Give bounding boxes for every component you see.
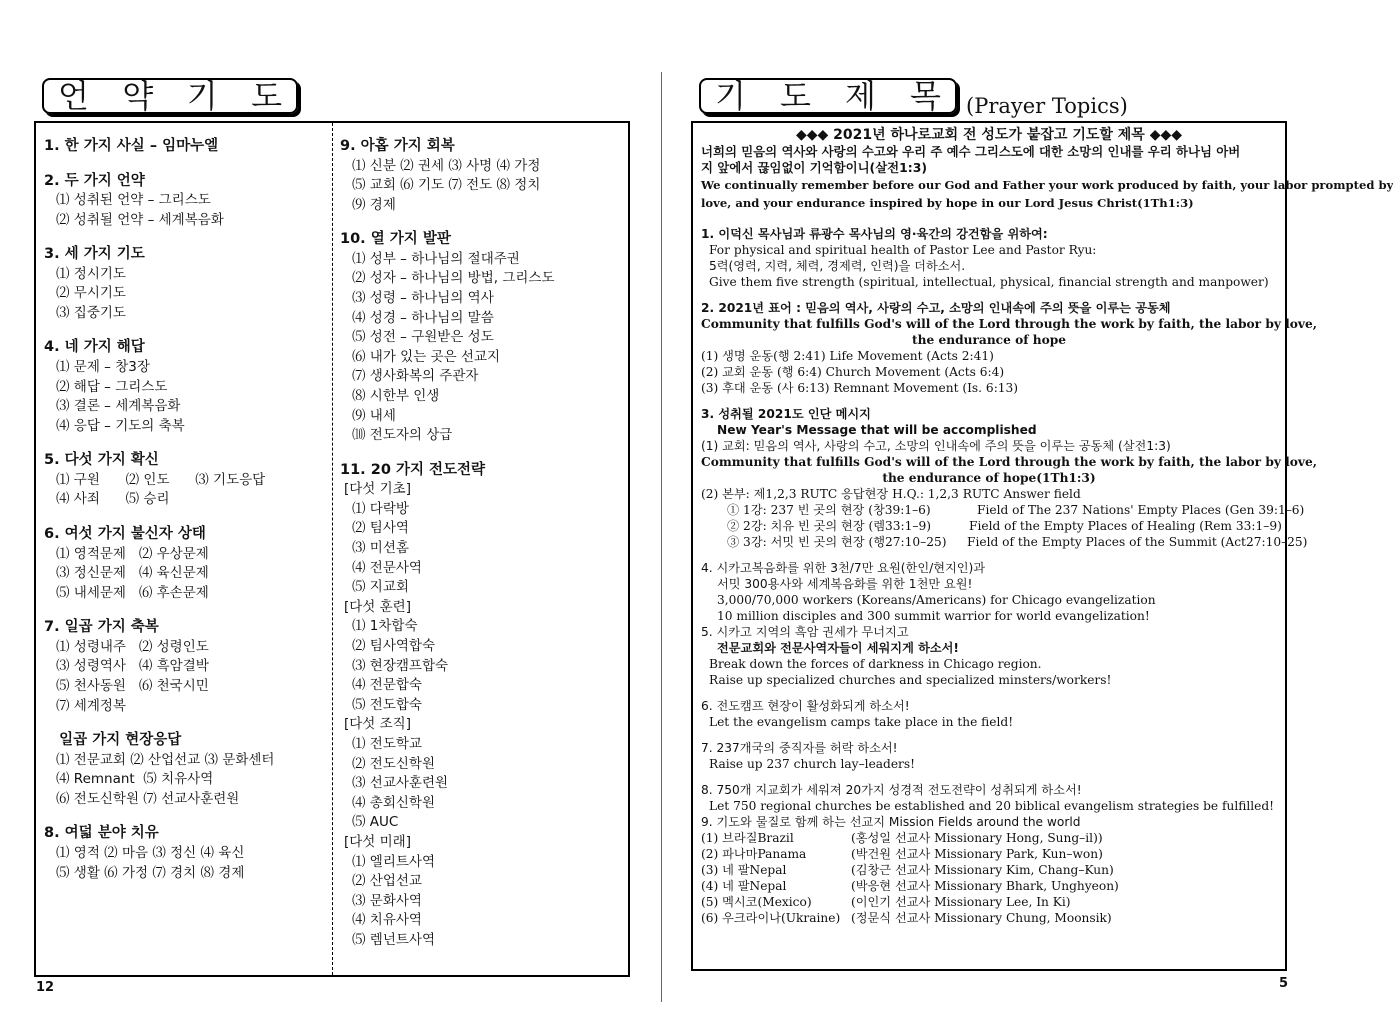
mission-row [701,862,1277,878]
section-heading: 일곱 가지 현장응답 [44,732,182,749]
list-item: ⑴ 성취된 언약 – 그리스도 [56,192,211,208]
list-item: ⑶ 미션홈 [352,540,409,556]
section-heading: 4. 네 가지 해답 [44,339,145,356]
section-line: 서밋 300용사와 세계복음화를 위한 1천만 요원! [717,577,973,591]
section-line: Community that fulfills God's will of the Lord through the work by faith, the labor by love, [701,317,1317,331]
list-item: ⑴ 영적 ⑵ 마음 ⑶ 정신 ⑷ 육신 [56,844,245,861]
section-line [701,534,1308,550]
list-item: ⑸ 렘넌트사역 [352,931,435,948]
mission-row [701,910,1277,926]
section-heading: 9. 기도와 물질로 함께 하는 선교지 Mission Fields around the world [701,815,1081,829]
strategy-group-label: [다섯 미래] [344,833,411,850]
mission-country: (5) 멕시코(Mexico) [701,895,812,909]
list-item: ⑷ 성경 – 하나님의 말씀 [352,309,494,326]
list-item: ⑶ 성령역사 ⑷ 흑암결박 [56,658,209,675]
list-item: ⑵ 해답 – 그리스도 [56,378,168,395]
section-heading: 7. 237개국의 중직자를 허락 하소서! [701,741,898,755]
section-line: the endurance of hope [912,333,1066,347]
list-item: ⑷ 총회신학원 [352,794,435,811]
section-line: (2) 본부: 제1,2,3 RUTC 응답현장 H.Q.: 1,2,3 RUTC Answer field [701,487,1081,501]
list-item: ⑵ 무시기도 [56,285,126,302]
list-item: ⑶ 선교사훈련원 [352,775,449,792]
section-line: For physical and spiritual health of Pastor Lee and Pastor Ryu: [709,243,1097,257]
left-column-1 [44,123,330,975]
list-item: ⑴ 전문교회 ⑵ 산업선교 ⑶ 문화센터 [56,751,275,768]
list-item: ⑸ 천사동원 ⑹ 천국시민 [56,678,209,694]
section-heading: 11. 20 가지 전도전략 [340,461,486,478]
list-item: ⑵ 성취될 언약 – 세계복음화 [56,211,224,228]
page-number-left: 12 [36,980,55,995]
section-heading: 3. 성취될 2021도 인단 메시지 [701,407,871,421]
lecture-ko: ③ 3강: 서밋 빈 곳의 현장 (행27:10–25) [727,535,947,549]
list-item: ⑵ 팀사역 [352,520,409,537]
mission-country: (2) 파나마Panama [701,847,807,861]
missionary-name: (박건원 선교사 Missionary Park, Kun–won) [851,847,1103,861]
mission-country: (6) 우크라이나(Ukraine) [701,911,841,925]
mission-country: (3) 네 팔Nepal [701,863,787,877]
section-line: New Year's Message that will be accomplished [717,423,1037,437]
section-line: (3) 후대 운동 (사 6:13) Remnant Movement (Is. 6:13) [701,381,1019,395]
list-item: ⑷ 사죄 ⑸ 승리 [56,491,170,508]
section-heading: 9. 아홉 가지 회복 [340,138,455,154]
list-item: ⑴ 엘리트사역 [352,853,435,870]
section-line: the endurance of hope(1Th1:3) [882,471,1096,485]
list-item: ⑽ 전도자의 상급 [352,427,453,444]
list-item: ⑹ 내가 있는 곳은 선교지 [352,348,501,365]
section-line: Raise up specialized churches and specialized minsters/workers! [709,673,1112,687]
section-line: Break down the forces of darkness in Chicago region. [709,657,1042,671]
mission-row [701,846,1277,862]
section-heading: 2. 두 가지 언약 [44,172,145,189]
section-line: 10 million disciples and 300 summit warrior for world evangelization! [717,609,1150,623]
section-heading: 1. 한 가지 사실 – 임마누엘 [44,138,219,154]
right-content-frame [691,121,1393,971]
section-heading: 4. 시카고복음화를 위한 3천/7만 요원(한인/현지인)과 [701,561,986,575]
section-line [701,502,1305,518]
list-item: ⑸ 내세문제 ⑹ 후손문제 [56,584,209,601]
section-line: Community that fulfills God's will of the Lord through the work by faith, the labor by love, [701,455,1317,469]
list-item: ⑸ AUC [352,814,399,831]
section-heading: 7. 일곱 가지 축복 [44,619,159,636]
lecture-ko: ② 2강: 치유 빈 곳의 현장 (렘33:1–9) [727,519,931,533]
list-item: ⑴ 구원 ⑵ 인도 ⑶ 기도응답 [56,471,266,488]
lecture-en: Field of the Empty Places of Healing (Rem 33:1–9) [969,519,1282,533]
list-item: ⑴ 전도학교 [352,735,422,752]
list-item: ⑷ 응답 – 기도의 축복 [56,417,185,434]
list-item: ⑵ 팀사역합숙 [352,637,435,654]
list-item: ⑻ 시한부 인생 [352,387,440,404]
section-heading: 10. 열 가지 발판 [340,231,451,248]
list-item: ⑶ 성령 – 하나님의 역사 [352,289,494,306]
list-item: ⑴ 신분 ⑵ 권세 ⑶ 사명 ⑷ 가정 [352,157,541,174]
section-heading: 8. 750개 지교회가 세워져 20가지 성경적 전도전략이 성취되게 하소서! [701,783,1082,797]
section-heading: 5. 다섯 가지 확신 [44,452,159,469]
title-char: 언 [58,77,89,115]
list-item: ⑶ 결론 – 세계복음화 [56,398,181,415]
list-item: ⑵ 성자 – 하나님의 방법, 그리스도 [352,270,555,287]
missionary-name: (이인기 선교사 Missionary Lee, In Ki) [851,895,1071,909]
list-item: ⑶ 문화사역 [352,892,422,909]
right-page-title [699,78,957,114]
section-heading: 2. 2021년 표어 : 믿음의 역사, 사랑의 수고, 소망의 인내속에 주의 뜻을 이루는 공동체 [701,301,1171,315]
lecture-en: Field of the Empty Places of the Summit (Act27:10–25) [967,535,1308,549]
section-line [701,518,1282,534]
list-item: ⑴ 성령내주 ⑵ 성령인도 [56,638,209,655]
lecture-ko: ① 1강: 237 빈 곳의 현장 (창39:1–6) [727,503,931,517]
section-line: 전문교회와 전문사역자들이 세워지게 하소서! [717,641,959,655]
section-line: (2) 교회 운동 (행 6:4) Church Movement (Acts 6:4) [701,365,1005,379]
verse-en-line: love, and your endurance inspired by hope in our Lord Jesus Christ(1Th1:3) [701,196,1194,210]
missionary-name: (정문식 선교사 Missionary Chung, Moonsik) [851,911,1112,925]
mission-row [701,894,1277,910]
section-heading: 5. 시카고 지역의 흑암 권세가 무너지고 [701,625,909,639]
list-item: ⑸ 성전 – 구원받은 성도 [352,329,494,346]
section-heading: 3. 세 가지 기도 [44,246,145,263]
title-char: 기 [186,77,218,115]
list-item: ⑵ 전도신학원 [352,755,435,772]
list-item: ⑴ 정시기도 [56,265,126,282]
list-item: ⑴ 영적문제 ⑵ 우상문제 [56,545,209,562]
verse-ko-line: 지 앞에서 끊임없이 기억함이니(살전1:3) [701,160,928,175]
strategy-group-label: [다섯 조직] [344,716,411,733]
mission-row [701,830,1277,846]
section-line: (1) 생명 운동(행 2:41) Life Movement (Acts 2:41) [701,349,994,363]
section-line: Let 750 regional churches be established and 20 biblical evangelism strategies be fulfilled! [709,799,1275,813]
page-fold-line [661,72,662,1002]
verse-ko-line: 너희의 믿음의 역사와 사랑의 수고와 우리 주 예수 그리스도에 대한 소망의 인내를 우리 하나님 아버 [701,144,1241,159]
prayer-heading: ◆◆◆ 2021년 하나로교회 전 성도가 붙잡고 기도할 제목 ◆◆◆ [796,127,1182,143]
list-item: ⑵ 산업선교 [352,873,422,890]
list-item: ⑹ 전도신학원 ⑺ 선교사훈련원 [56,790,240,807]
section-heading: 8. 여덟 분야 치유 [44,825,159,842]
title-char: 도 [251,77,282,115]
mission-country: (1) 브라질Brazil [701,831,794,845]
verse-en-line: We continually remember before our God and Father your work produced by faith, your labor prompted by [701,178,1393,192]
mission-country: (4) 네 팔Nepal [701,879,787,893]
column-divider [332,123,333,975]
section-line: 3,000/70,000 workers (Koreans/Americans) for Chicago evangelization [717,593,1156,607]
title-char: 약 [122,77,154,115]
section-line: (1) 교회: 믿음의 역사, 사랑의 수고, 소망의 인내속에 주의 뜻을 이루는 공동체 (살전1:3) [701,439,1171,453]
list-item: ⑼ 내세 [352,407,396,424]
lecture-en: Field of The 237 Nations' Empty Places (Gen 39:1–6) [977,503,1305,517]
title-char: 목 [910,77,941,115]
list-item: ⑼ 경제 [352,196,396,213]
list-item: ⑶ 현장캠프합숙 [352,657,449,674]
title-char: 기 [715,77,746,115]
list-item: ⑸ 전도합숙 [352,696,422,713]
missionary-name: (홍성일 선교사 Missionary Hong, Sung–il)) [851,831,1103,845]
strategy-group-label: [다섯 훈련] [344,598,411,615]
list-item: ⑸ 지교회 [352,579,409,596]
section-line: Give them five strength (spiritual, intellectual, physical, financial strength and manpower) [709,275,1269,289]
list-item: ⑺ 생사화복의 주관자 [352,368,479,385]
section-heading: 1. 이덕신 목사님과 류광수 목사님의 영·육간의 강건함을 위하여: [701,227,1048,241]
list-item: ⑶ 집중기도 [56,304,126,321]
prayer-topics-subtitle: (Prayer Topics) [966,94,1128,118]
list-item: ⑷ Remnant ⑸ 치유사역 [56,771,214,788]
section-line: Raise up 237 church lay–leaders! [709,757,916,771]
missionary-name: (박응현 선교사 Missionary Bhark, Unghyeon) [851,879,1119,893]
list-item: ⑷ 치유사역 [352,912,422,929]
list-item: ⑴ 1차합숙 [352,618,418,635]
left-content-frame [34,121,630,977]
mission-row [701,878,1277,894]
section-line: 5력(영력, 지력, 체력, 경제력, 인력)을 더하소서. [709,259,966,273]
list-item: ⑴ 성부 – 하나님의 절대주권 [352,250,520,267]
list-item: ⑷ 전문사역 [352,559,422,576]
list-item: ⑴ 다락방 [352,500,409,517]
section-heading: 6. 전도캠프 현장이 활성화되게 하소서! [701,699,910,713]
list-item: ⑸ 생활 ⑹ 가정 ⑺ 경치 ⑻ 경제 [56,864,245,881]
strategy-group-label: [다섯 기초] [344,481,411,498]
left-column-2 [340,123,628,975]
list-item: ⑸ 교회 ⑹ 기도 ⑺ 전도 ⑻ 정치 [352,177,541,194]
section-line: Let the evangelism camps take place in the field! [709,715,1014,729]
list-item: ⑷ 전문합숙 [352,677,422,694]
page-number-right: 5 [1279,976,1289,991]
list-item: ⑴ 문제 – 창3장 [56,358,150,375]
section-heading: 6. 여섯 가지 불신자 상태 [44,526,206,543]
title-char: 제 [845,77,876,115]
left-page-title [42,78,298,114]
missionary-name: (김창근 선교사 Missionary Kim, Chang–Kun) [851,863,1114,877]
mission-list [701,830,1277,926]
list-item: ⑺ 세계정복 [56,697,126,714]
list-item: ⑶ 정신문제 ⑷ 육신문제 [56,565,209,582]
title-char: 도 [780,77,811,115]
